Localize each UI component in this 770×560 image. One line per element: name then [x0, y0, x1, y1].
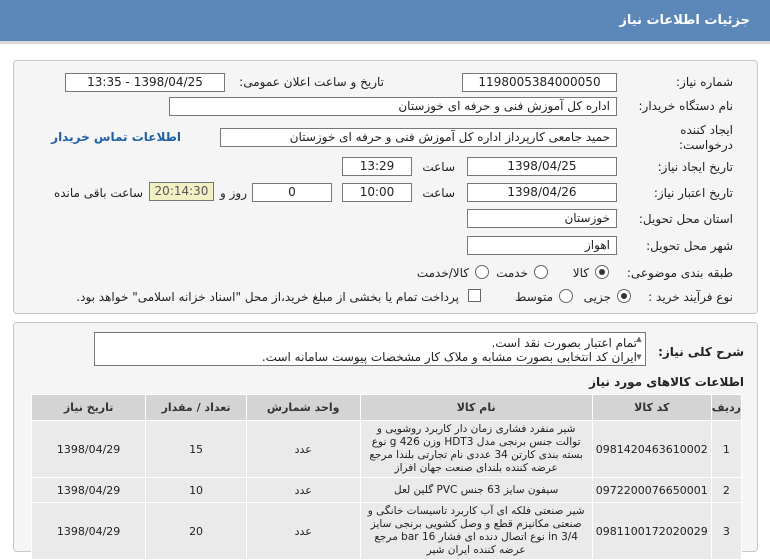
category-radio-both[interactable] — [475, 265, 489, 279]
buyer-field: اداره کل آموزش فنی و حرفه ای خوزستان — [169, 97, 617, 116]
treasury-payment-checkbox[interactable] — [468, 289, 481, 302]
cell-code: 0981420463610002 — [592, 421, 711, 478]
create-time-label: ساعت — [422, 160, 455, 174]
city-field: اهواز — [467, 236, 617, 255]
cell-row: 1 — [711, 421, 741, 478]
announce-date-label: تاریخ و ساعت اعلان عمومی: — [239, 75, 384, 89]
goods-table-header — [32, 395, 742, 421]
col-date: تاریخ نیاز — [32, 395, 146, 421]
creator-label-2: درخواست: — [679, 138, 733, 152]
cell-date: 1398/04/29 — [32, 503, 146, 560]
category-option-service: خدمت — [496, 266, 528, 280]
cell-qty: 15 — [146, 421, 247, 478]
valid-time-field: 10:00 — [342, 183, 412, 202]
need-details-panel — [13, 60, 758, 314]
col-unit: واحد شمارش — [246, 395, 360, 421]
category-radio-goods[interactable] — [595, 265, 609, 279]
buyer-contact-link[interactable]: اطلاعات تماس خریدار — [51, 130, 181, 144]
description-line-1: تمام اعتبار بصورت نقد است. — [491, 336, 637, 350]
remaining-label: ساعت باقی مانده — [53, 186, 143, 200]
province-label: استان محل تحویل: — [638, 212, 733, 226]
city-label: شهر محل تحویل: — [646, 239, 733, 253]
announce-date-field: 1398/04/25 - 13:35 — [65, 73, 225, 92]
description-label: شرح کلی نیاز: — [658, 345, 744, 359]
cell-qty: 20 — [146, 503, 247, 560]
col-row: ردیف — [711, 395, 741, 421]
category-radio-service[interactable] — [534, 265, 548, 279]
province-field: خوزستان — [467, 209, 617, 228]
table-row[interactable] — [32, 421, 742, 478]
page-header — [0, 0, 770, 44]
table-row[interactable] — [32, 503, 742, 560]
creator-label-1: ایجاد کننده — [680, 123, 733, 137]
creator-field: حمید جامعی کارپرداز اداره کل آموزش فنی و حرفه ای خوزستان — [220, 128, 617, 147]
description-line-2: ایران کد انتخابی بصورت مشابه و ملاک کار مشخصات پیوست سامانه است. — [261, 350, 637, 364]
treasury-payment-note: پرداخت تمام یا بخشی از مبلغ خرید،از محل "اسناد خزانه اسلامی" خواهد بود. — [76, 290, 459, 304]
buyer-label: نام دستگاه خریدار: — [638, 99, 733, 113]
process-label: نوع فرآیند خرید : — [648, 290, 733, 304]
col-qty: تعداد / مقدار — [146, 395, 247, 421]
cell-date: 1398/04/29 — [32, 421, 146, 478]
description-scrollbar[interactable]: ▲ ▼ — [636, 335, 642, 361]
cell-code: 0972200076650001 — [592, 478, 711, 503]
cell-name: شیر صنعتی فلکه ای آب کاربرد تاسیسات خانگی و صنعتی مکانیزم قطع و وصل کشویی برنجی سایز 3/4 in نوع اتصال دنده ای فشار 16 bar مرجع عرضه کننده ایران شیر — [360, 503, 592, 560]
need-number-field: 1198005384000050 — [462, 73, 617, 92]
cell-name: شیر منفرد فشاری زمان دار کاربرد روشویی و توالت جنس برنجی مدل HDT3 وزن 426 g نوع بسته بندی کارتن 34 عددی نام تجارتی بلندا مرجع عرضه کننده بلندای صنعت جهان افراز — [360, 421, 592, 478]
category-option-goods: کالا — [572, 266, 589, 280]
description-box — [94, 332, 646, 366]
cell-unit: عدد — [246, 478, 360, 503]
create-date-field: 1398/04/25 — [467, 157, 617, 176]
goods-section-title: اطلاعات کالاهای مورد نیاز — [589, 375, 744, 389]
goods-table — [31, 394, 742, 560]
cell-qty: 10 — [146, 478, 247, 503]
days-label: روز و — [220, 186, 247, 200]
process-radio-medium[interactable] — [559, 289, 573, 303]
cell-row: 3 — [711, 503, 741, 560]
cell-code: 0981100172020029 — [592, 503, 711, 560]
cell-unit: عدد — [246, 421, 360, 478]
page-title: جزئیات اطلاعات نیاز — [619, 13, 750, 28]
col-name: نام کالا — [360, 395, 592, 421]
valid-time-label: ساعت — [422, 186, 455, 200]
cell-unit: عدد — [246, 503, 360, 560]
goods-panel — [13, 322, 758, 556]
need-number-label: شماره نیاز: — [676, 75, 733, 89]
process-option-medium: متوسط — [515, 290, 553, 304]
cell-date: 1398/04/29 — [32, 478, 146, 503]
col-code: کد کالا — [592, 395, 711, 421]
cell-row: 2 — [711, 478, 741, 503]
process-option-minor: جزیی — [583, 290, 611, 304]
process-radio-minor[interactable] — [617, 289, 631, 303]
create-date-label: تاریخ ایجاد نیاز: — [657, 160, 733, 174]
category-option-both: کالا/خدمت — [416, 266, 469, 280]
valid-date-label: تاریخ اعتبار نیاز: — [653, 186, 733, 200]
days-field: 0 — [252, 183, 332, 202]
table-row[interactable] — [32, 478, 742, 503]
valid-date-field: 1398/04/26 — [467, 183, 617, 202]
remaining-time-field: 20:14:30 — [149, 182, 214, 201]
create-time-field: 13:29 — [342, 157, 412, 176]
cell-name: سیفون سایز 63 جنس PVC گلین لعل — [360, 478, 592, 503]
category-label: طبقه بندی موضوعی: — [626, 266, 733, 280]
